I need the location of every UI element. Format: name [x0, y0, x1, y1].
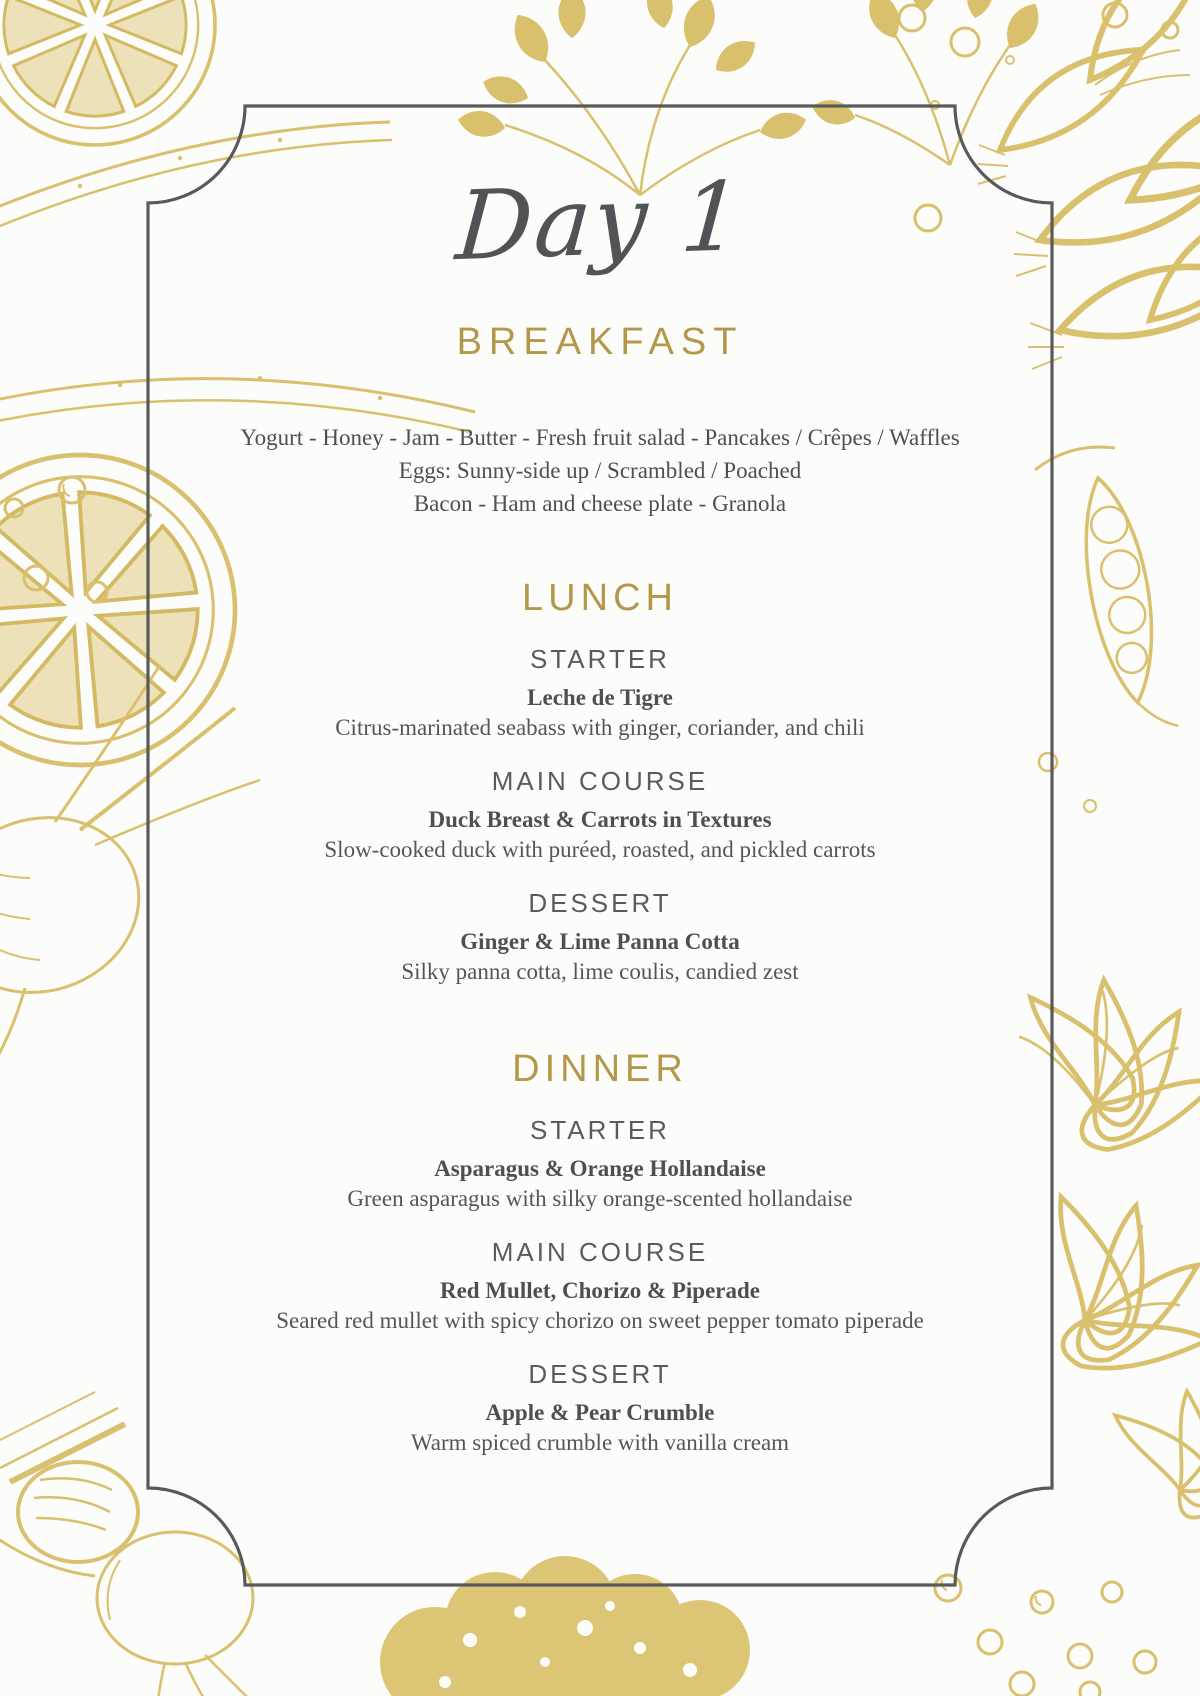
dish-name: Leche de Tigre	[527, 685, 673, 710]
breakfast-items	[148, 421, 1052, 520]
section-title-dinner: DINNER	[512, 1048, 688, 1090]
course-label: MAIN COURSE	[491, 766, 709, 796]
course-lunch-dessert	[148, 887, 1052, 987]
course-dinner-dessert	[148, 1358, 1052, 1458]
course-label: STARTER	[530, 644, 670, 674]
dish-description: Green asparagus with silky orange-scented hollandaise	[347, 1186, 853, 1211]
dish-description: Seared red mullet with spicy chorizo on sweet pepper tomato piperade	[276, 1308, 924, 1333]
breakfast-line: Yogurt - Honey - Jam - Butter - Fresh fruit salad - Pancakes / Crêpes / Waffles	[240, 425, 960, 450]
section-lunch	[148, 575, 1052, 987]
section-title-lunch: LUNCH	[522, 577, 678, 619]
dish-description: Slow-cooked duck with puréed, roasted, and pickled carrots	[324, 837, 876, 862]
day-title: Day 1	[452, 161, 748, 283]
dish-name: Asparagus & Orange Hollandaise	[434, 1156, 766, 1181]
course-lunch-starter	[148, 643, 1052, 743]
cauliflower-icon	[380, 1556, 750, 1696]
breakfast-line: Eggs: Sunny-side up / Scrambled / Poached	[398, 458, 802, 483]
section-dinner	[148, 1046, 1052, 1458]
dish-description: Silky panna cotta, lime coulis, candied zest	[401, 959, 799, 984]
course-lunch-main	[148, 765, 1052, 865]
course-label: MAIN COURSE	[491, 1237, 709, 1267]
menu-content	[148, 105, 1052, 1458]
course-dinner-starter	[148, 1114, 1052, 1214]
course-label: DESSERT	[528, 888, 672, 918]
course-label: DESSERT	[528, 1359, 672, 1389]
dish-description: Warm spiced crumble with vanilla cream	[410, 1430, 790, 1455]
course-label: STARTER	[530, 1115, 670, 1145]
dish-name: Apple & Pear Crumble	[485, 1400, 715, 1425]
course-dinner-main	[148, 1236, 1052, 1336]
dish-name: Red Mullet, Chorizo & Piperade	[439, 1278, 761, 1303]
dish-name: Ginger & Lime Panna Cotta	[460, 929, 740, 954]
section-title-breakfast: BREAKFAST	[456, 321, 744, 363]
breakfast-line: Bacon - Ham and cheese plate - Granola	[413, 491, 787, 516]
section-breakfast	[148, 319, 1052, 520]
dish-name: Duck Breast & Carrots in Textures	[428, 807, 772, 832]
pea-pod-icon	[1035, 447, 1178, 812]
berries-icon	[935, 1575, 1156, 1696]
dish-description: Citrus-marinated seabass with ginger, coriander, and chili	[335, 715, 865, 740]
